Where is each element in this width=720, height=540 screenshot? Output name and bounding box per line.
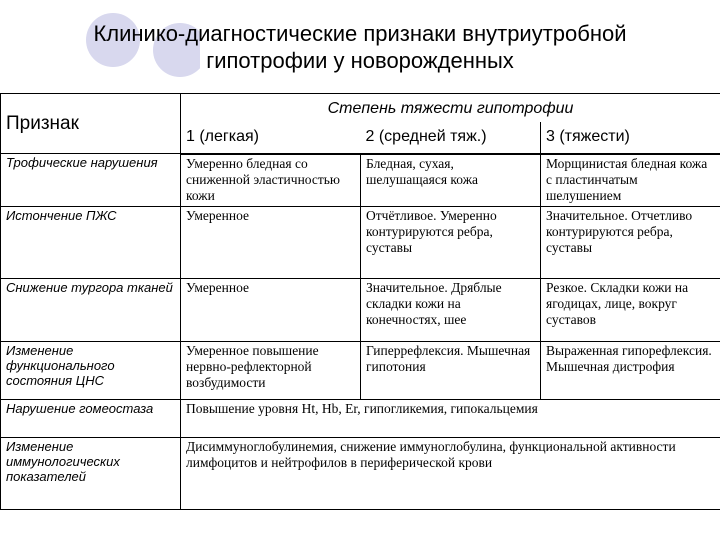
cell-grade-3: Морщинистая бледная кожа с пластинчатым шелушением bbox=[541, 154, 720, 207]
severity-header: Степень тяжести гипотрофии bbox=[181, 94, 720, 122]
cell-grade-2: Гиперрефлексия. Мышечная гипотония bbox=[361, 342, 541, 400]
grade-3-header: 3 (тяжести) bbox=[541, 122, 720, 154]
table-row bbox=[1, 400, 720, 438]
grade-2-header: 2 (средней тяж.) bbox=[361, 122, 541, 154]
table-row bbox=[1, 154, 720, 207]
table-row bbox=[1, 438, 720, 510]
row-sign: Нарушение гомеостаза bbox=[1, 400, 181, 438]
cell-grade-2: Бледная, сухая, шелушащаяся кожа bbox=[361, 154, 541, 207]
cell-merged: Повышение уровня Ht, Hb, Er, гипогликемия, гипокальцемия bbox=[181, 400, 720, 438]
cell-grade-3: Значительное. Отчетливо контурируются ребра, суставы bbox=[541, 207, 720, 279]
signs-table bbox=[0, 93, 720, 510]
cell-grade-3: Резкое. Складки кожи на ягодицах, лице, вокруг суставов bbox=[541, 279, 720, 342]
row-sign: Истончение ПЖС bbox=[1, 207, 181, 279]
cell-grade-2: Значительное. Дряблые складки кожи на конечностях, шее bbox=[361, 279, 541, 342]
grade-1-header: 1 (легкая) bbox=[181, 122, 361, 154]
row-sign: Снижение тургора тканей bbox=[1, 279, 181, 342]
table-row bbox=[1, 207, 720, 279]
sign-header: Признак bbox=[1, 94, 181, 154]
cell-grade-1: Умеренно бледная со сниженной эластичностью кожи bbox=[181, 154, 361, 207]
row-sign: Изменение иммунологических показателей bbox=[1, 438, 181, 510]
header-row bbox=[1, 94, 720, 122]
row-sign: Изменение функционального состояния ЦНС bbox=[1, 342, 181, 400]
cell-grade-1: Умеренное повышение нервно-рефлекторной возбудимости bbox=[181, 342, 361, 400]
row-sign: Трофические нарушения bbox=[1, 154, 181, 207]
table-row bbox=[1, 342, 720, 400]
cell-grade-1: Умеренное bbox=[181, 279, 361, 342]
cell-grade-3: Выраженная гипорефлексия. Мышечная дистрофия bbox=[541, 342, 720, 400]
cell-merged: Дисиммуноглобулинемия, снижение иммуноглобулина, функциональной активности лимфоцитов и нейтрофилов в периферической крови bbox=[181, 438, 720, 510]
table-row bbox=[1, 279, 720, 342]
cell-grade-1: Умеренное bbox=[181, 207, 361, 279]
slide-title: Клинико-диагностические признаки внутриутробной гипотрофии у новорожденных bbox=[93, 21, 627, 73]
cell-grade-2: Отчётливое. Умеренно контурируются ребра, суставы bbox=[361, 207, 541, 279]
